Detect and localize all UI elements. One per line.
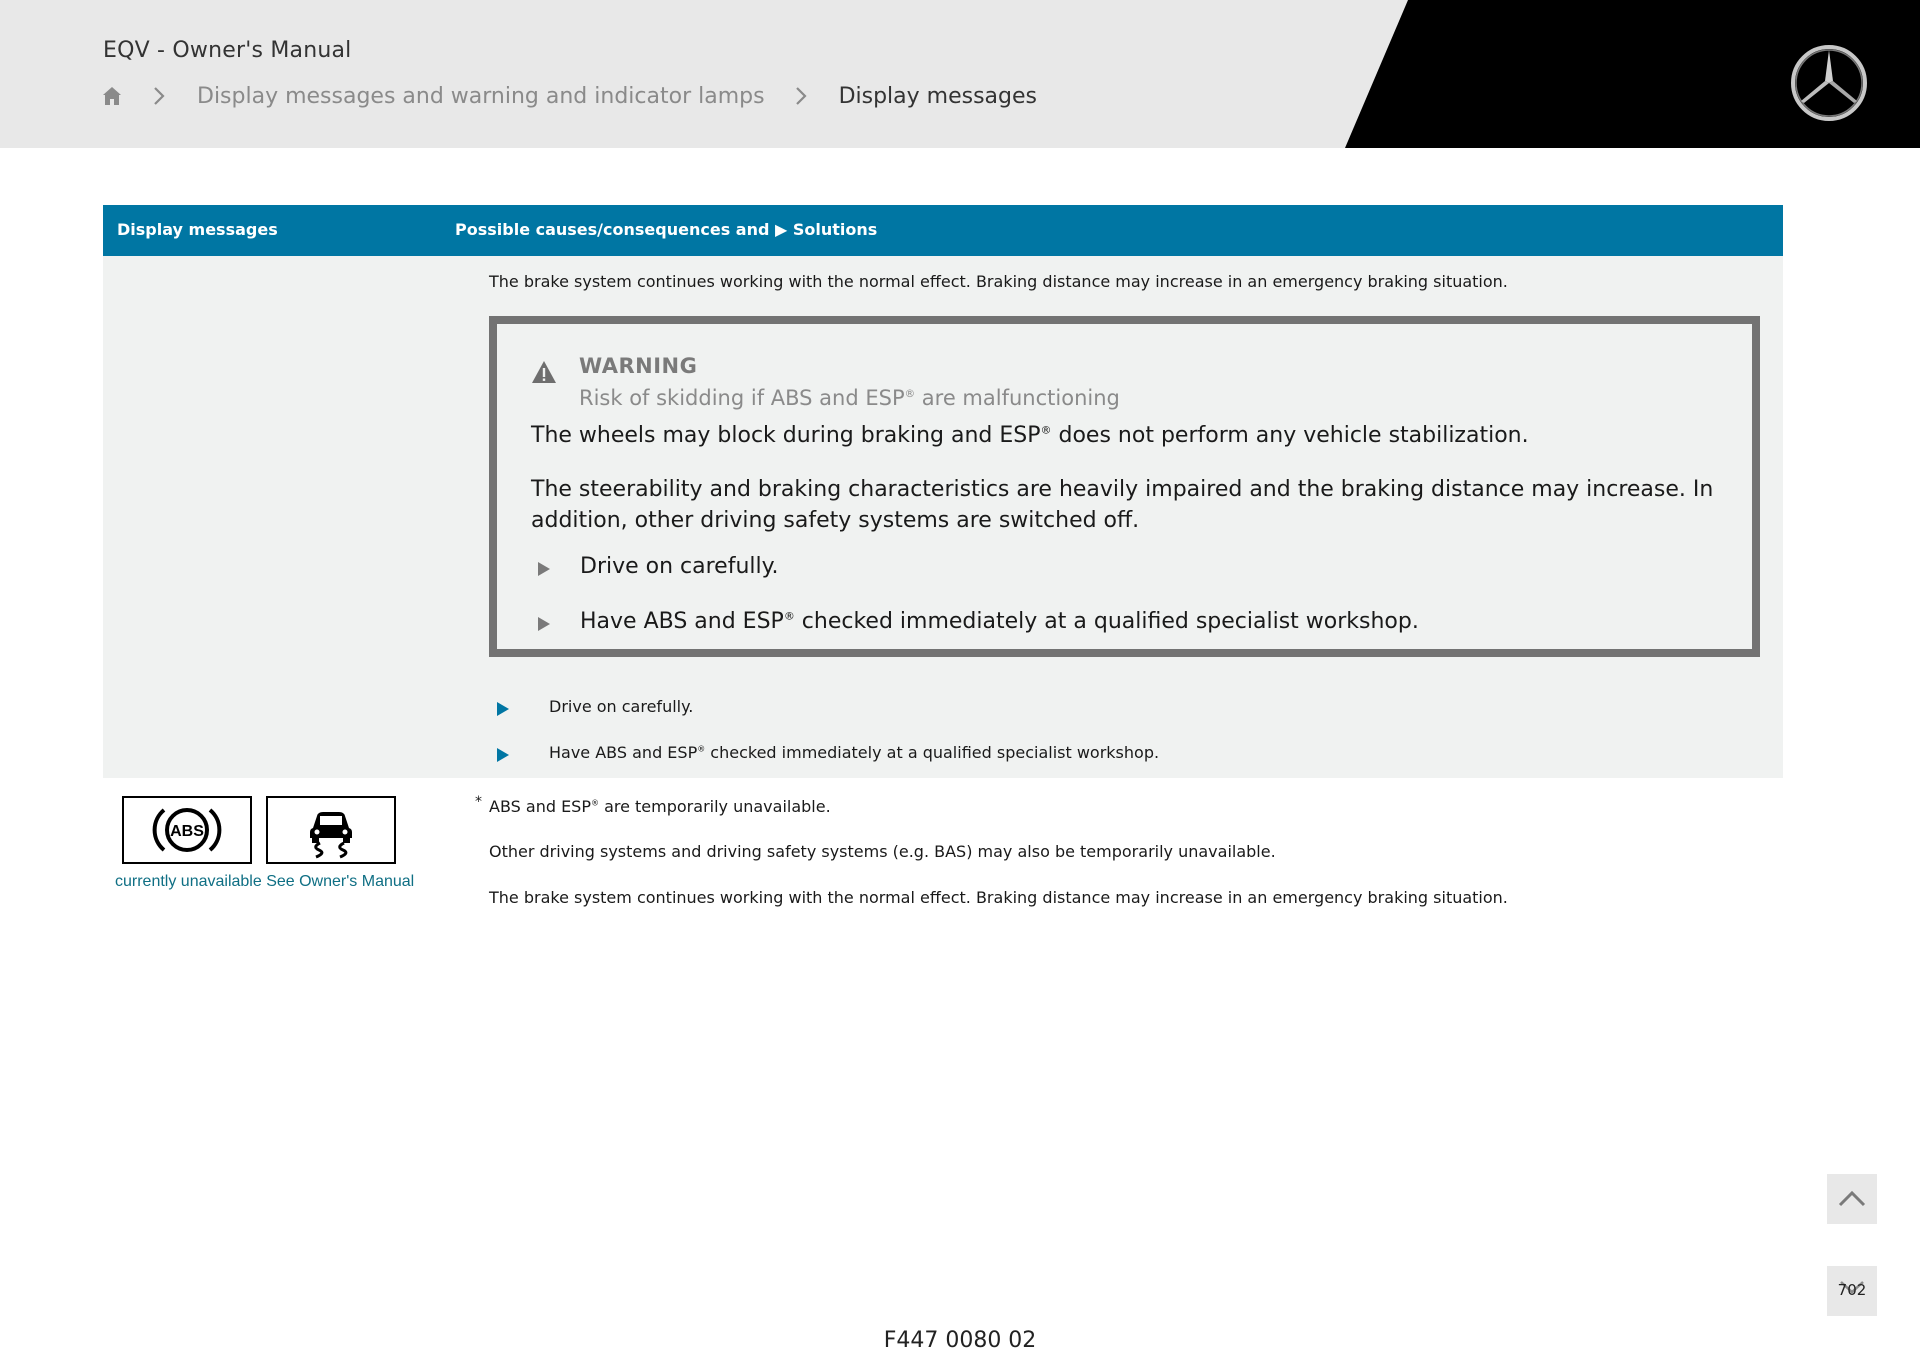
warning-triangle-icon [531, 360, 557, 384]
document-code: F447 0080 02 [883, 1328, 1037, 1353]
page-header [0, 0, 1920, 148]
column-header-display-messages: Display messages [117, 220, 278, 239]
footnote-marker: * [475, 794, 482, 810]
page-number: 702 [1837, 1281, 1867, 1299]
column-header-causes-solutions: Possible causes/consequences and ▶ Solutions [455, 220, 878, 239]
chevron-right-icon [151, 85, 167, 107]
table-header [103, 205, 1783, 256]
solution-arrow-icon [496, 701, 510, 717]
warning-bullet-2: Have ABS and ESP® checked immediately at a qualified specialist workshop. [580, 609, 1419, 634]
solution-2: Have ABS and ESP® checked immediately at a qualified specialist workshop. [549, 743, 1160, 762]
warning-subtitle: Risk of skidding if ABS and ESP® are malfunctioning [579, 386, 1120, 410]
breadcrumb [101, 80, 1037, 112]
warning-paragraph-1: The wheels may block during braking and ESP® does not perform any vehicle stabilization. [531, 423, 1529, 448]
solution-1: Drive on carefully. [549, 697, 694, 716]
esp-skid-icon [268, 798, 394, 862]
bullet-arrow-icon [537, 616, 551, 632]
bullet-arrow-icon [537, 561, 551, 577]
row-intro-text: The brake system continues working with the normal effect. Braking distance may increase in an emergency braking situation. [489, 272, 1508, 291]
abs-lamp [122, 796, 252, 864]
chevron-up-icon [1827, 1174, 1877, 1224]
warning-box [489, 316, 1760, 657]
warning-bullet-1: Drive on carefully. [580, 554, 779, 579]
row2-line-3: The brake system continues working with the normal effect. Braking distance may increase in an emergency braking situation. [489, 888, 1508, 907]
mercedes-star-logo [1790, 44, 1868, 122]
app-title: EQV - Owner's Manual [103, 38, 352, 63]
abs-icon [124, 798, 250, 862]
warning-title: WARNING [579, 354, 698, 378]
row2-line-1: ABS and ESP® are temporarily unavailable. [489, 797, 831, 816]
chevron-right-icon [793, 85, 809, 107]
breadcrumb-item-warning-lamps[interactable]: Display messages and warning and indicator lamps [197, 83, 765, 109]
row2-line-2: Other driving systems and driving safety systems (e.g. BAS) may also be temporarily unavailable. [489, 842, 1276, 861]
warning-paragraph-2: The steerability and braking characteristics are heavily impaired and the braking distance may increase. In addition, other driving safety systems are switched off. [531, 477, 1714, 533]
esp-lamp [266, 796, 396, 864]
lamp-caption: currently unavailable See Owner's Manual [115, 873, 415, 890]
solution-arrow-icon [496, 747, 510, 763]
home-icon[interactable] [101, 85, 123, 107]
breadcrumb-item-current: Display messages [838, 83, 1037, 109]
page-number-button[interactable] [1827, 1266, 1877, 1316]
svg-text:ABS: ABS [170, 823, 204, 840]
scroll-top-button[interactable] [1827, 1174, 1877, 1224]
